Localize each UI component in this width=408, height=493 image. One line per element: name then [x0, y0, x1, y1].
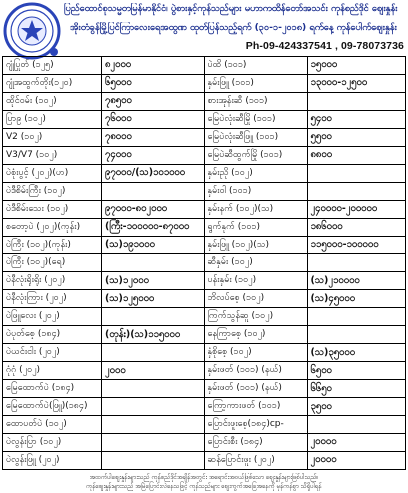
table-row	[205, 129, 406, 147]
right-column	[204, 57, 406, 469]
commodity-price	[308, 254, 406, 271]
commodity-price: (သ)၁၂၅၀၀၀	[105, 292, 155, 304]
commodity-price	[308, 93, 406, 110]
table-row	[205, 237, 406, 255]
commodity-name: ဂျုံပြုတ် (၁၂၅)	[3, 57, 102, 74]
table-row	[3, 183, 204, 201]
table-row	[3, 434, 204, 452]
table-row	[3, 165, 204, 183]
commodity-price: (သ)၃၅၀၀၀	[310, 346, 356, 358]
table-row	[205, 416, 406, 434]
table-row	[3, 308, 204, 326]
commodity-price	[102, 398, 204, 415]
commodity-price	[102, 344, 204, 361]
commodity-price: ၈၂၀၀၀	[105, 59, 132, 71]
commodity-name: စားအုန်းဆီ (၁၀၁)	[205, 93, 308, 110]
commodity-price: ၅၄၀၀	[310, 113, 332, 125]
commodity-name: ထောပတ်ပဲ (၁၀၂)	[3, 416, 102, 433]
commodity-price	[102, 308, 204, 325]
commodity-name: မြေပဲလုံးဆီမြို (၁၀၁)	[205, 111, 308, 128]
commodity-price: ၇၈၀၀၀	[105, 131, 132, 143]
table-row	[3, 111, 204, 129]
footer-line-2: ကုန်ဈေးနှုန်းများသည် အမြဲပြောင်းလဲနေသဖြင့် ကုန်သည်များ ဈေးကွက်အခြေအနေကို မှန်ကန်စွာ သိရှိပါရန်	[86, 483, 322, 490]
table-row	[205, 93, 406, 111]
footer-line-1: အထက်ပါဈေးနှုန်းများသည် ကုန်စည်ဒိုင်အချိန်အတွင်း အရောင်းအဝယ်ဖြစ်သော ဈေးနှုန်းများဖြစ်ပါသည်။	[89, 474, 319, 481]
commodity-name: ပဲဒီစိမ်းသေး (၁၀၂)	[3, 201, 102, 218]
commodity-price: (တုန်း)(သ)၁၁၅၀၀၀	[105, 328, 181, 340]
commodity-price: ၁၁၅၀၀၀-၁၀၀၀၀၀	[310, 239, 379, 250]
table-row	[3, 398, 204, 416]
commodity-name: မြေပဲဆီထွက်မြို (၁၀၁)	[205, 147, 308, 164]
commodity-name: V3/V7 (၁၀၂)	[3, 147, 102, 164]
table-row	[205, 362, 406, 380]
commodity-price	[102, 434, 204, 451]
commodity-name: ပြောင်းစီး (၁၈၄)	[205, 434, 308, 451]
table-row	[205, 344, 406, 362]
commodity-name: ရွက်နုက် (၁၀၁)	[205, 219, 308, 236]
footer-note	[4, 473, 404, 491]
table-row	[205, 290, 406, 308]
commodity-name: နှမ်းနက် (၁၀၂)(သ)	[205, 201, 308, 218]
table-row	[205, 219, 406, 237]
commodity-name: စတော့ပဲ (၂၀၂)(ကုန်း)	[3, 219, 102, 236]
commodity-name: ကြက်သွန်ဆူ (၁၀၂)	[205, 308, 308, 325]
commodity-name: ပဲလွန်းပြာ (၁၀၂)	[3, 434, 102, 451]
commodity-price: ၈၈၀၀	[310, 149, 333, 161]
commodity-name: နှမ်းညို (၁၀၂)	[205, 165, 308, 182]
commodity-name: ပဲယင်းငါး (၂၀၂)	[3, 344, 102, 361]
commodity-name: ဂျုံအထွက်တိုး(၁၂၀)	[3, 75, 102, 92]
commodity-name: ပဲပုတ်စေ့ (၁၈၄)	[3, 326, 102, 343]
commodity-price	[102, 380, 204, 397]
commodity-price	[308, 416, 406, 433]
table-row	[205, 254, 406, 272]
commodity-price: (ကြီး-၁၀၀၀၀၀-၈၇၀၀၀	[105, 221, 190, 233]
table-row	[3, 147, 204, 165]
commodity-name: ပြောင်းဖူးစေ့(၁၈၄)cp-	[205, 416, 308, 433]
commodity-price: ၂၀၀၀၀	[310, 436, 337, 448]
commodity-price: ၆၅၀၀၀	[105, 77, 132, 89]
commodity-name: ဆန်ပြောင်းဖူး (၂၀၂)	[205, 452, 308, 469]
table-row	[205, 165, 406, 183]
commodity-name: မြေထောက်ပဲ(ဖြူ)(၁၈၄)	[3, 398, 102, 415]
commodity-price: ၁၈၆၀၀၀	[310, 221, 343, 233]
commodity-price: (သ)၂၁၀၀၀၀	[310, 274, 360, 286]
table-row	[3, 416, 204, 434]
commodity-price: ၆၆၅၀	[310, 382, 332, 394]
commodity-name: ထိုင်ဝမ်း (၁၀၂)	[3, 93, 102, 110]
commodity-price	[308, 165, 406, 182]
commodity-price	[308, 183, 406, 200]
commodity-name: ဆီနှမ်း (၁၀၂)	[205, 254, 308, 271]
commodity-price: (သ)၁၂၀၀၀	[105, 274, 149, 286]
commodity-price	[308, 326, 406, 343]
commodity-price: ၉၇၀၀၀-၈၀၂၀၀၀	[105, 203, 168, 215]
table-row	[205, 111, 406, 129]
commodity-name: မြေပဲလုံးဆီဖြူ (၁၀၁)	[205, 129, 308, 146]
table-row	[205, 308, 406, 326]
table-row	[3, 219, 204, 237]
table-row	[205, 452, 406, 469]
commodity-price: ၇၆၀၀၀	[105, 113, 132, 125]
commodity-name: ပဲဒီစိမ်းကြီး (၁၀၂)	[3, 183, 102, 200]
commodity-price: ၅၅၀၀	[310, 131, 332, 143]
commodity-name: ပြာ၉ (၁၀၂)	[3, 111, 102, 128]
commodity-name: နှမ်းဖြူ (၁၀၂)(သ)	[205, 237, 308, 254]
commodity-price: (သ)၁၉၁၀၀၀	[105, 239, 155, 250]
commodity-name: နှံစိုစေ့ (၁၀၂)	[205, 344, 308, 361]
commodity-name: ဂုံဂုံ (၂၀၂)	[3, 362, 102, 379]
commodity-name: ပဲနီလုံးရိုးရိုး (၂၀၂)	[3, 272, 102, 289]
table-row	[205, 183, 406, 201]
commodity-name: နှမ်းဖတ် (၁၀၁) (နယ်)	[205, 362, 308, 379]
commodity-name: နေကြာစေ့ (၁၀၂)	[205, 326, 308, 343]
table-row	[3, 129, 204, 147]
commodity-name: ကြော့ကားဖတ် (၁၀၁)	[205, 398, 308, 415]
association-seal-logo	[2, 2, 64, 60]
commodity-price	[102, 416, 204, 433]
table-row	[3, 362, 204, 380]
table-row	[3, 237, 204, 255]
commodity-name: ပဲလွန်းဖြူ (၂၀၂)	[3, 452, 102, 469]
commodity-name: ပဲဖြူလေး (၂၀၂)	[3, 308, 102, 325]
table-row	[205, 272, 406, 290]
commodity-name: ပဲထိ (၁၀၁)	[205, 57, 308, 74]
table-row	[205, 326, 406, 344]
commodity-name: ပဲနီလုံးကြား (၂၀၂)	[3, 290, 102, 307]
commodity-price: ၂၄၀၀၀၀-၂၀၀၀၀၀	[310, 203, 378, 215]
commodity-price	[308, 308, 406, 325]
table-row	[3, 93, 204, 111]
table-row	[205, 398, 406, 416]
table-row	[3, 344, 204, 362]
header-title: ပြည်ထောင်စုသမ္မတမြန်မာနိုင်ငံ၊ ပွဲစားနှင့်ကုန်သည်များ မဟာကထိန်တော်အသင်း ကုန်စည်ဒိုင် ဈေးနှုန်း	[64, 3, 398, 14]
table-row	[3, 254, 204, 272]
commodity-price: ၂၀၀၀	[105, 364, 126, 376]
commodity-name: V2 (၁၀၂)	[3, 129, 102, 146]
commodity-price	[102, 452, 204, 469]
commodity-name: ဘိလပ်စေ့ (၁၀၂)	[205, 290, 308, 307]
table-row	[3, 380, 204, 398]
phone-numbers: Ph-09-424337541 , 09-78073736	[245, 40, 404, 52]
commodity-price	[102, 183, 204, 200]
table-row	[3, 326, 204, 344]
table-row	[205, 380, 406, 398]
commodity-name: နှမ်းဖတ် (၁၀၁) (နယ်)	[205, 380, 308, 397]
table-row	[205, 434, 406, 452]
commodity-price: ၇၈၅၀၀	[105, 95, 132, 107]
commodity-name: နှမ်းဝါ (၁၀၁)	[205, 183, 308, 200]
table-row	[205, 75, 406, 93]
commodity-price: ၉၇၀၀၀/(သ)၁၀၁၀၀၀	[105, 167, 186, 179]
commodity-price: ၇၄၀၀၀	[105, 149, 132, 161]
commodity-price: (သ)၄၅၀၀၀	[310, 292, 356, 304]
header-subtitle: အိုးတံခွန်မြို့ပြင်ကြာလေးရေအထွဏ ထုတ်ပြန်သည့်ရက် (၃၀-၁-၂၀၁၈) ရက်နေ့ ကုန်ပေါက်ဈေးနှုန်း	[70, 22, 397, 33]
left-column	[3, 57, 204, 469]
price-table	[2, 56, 406, 470]
table-row	[205, 147, 406, 165]
table-row	[3, 201, 204, 219]
commodity-name: ပန်းနှမ်း (၁၀၂)	[205, 272, 308, 289]
commodity-price: ၁၅၀၀၀	[310, 59, 338, 71]
table-row	[3, 57, 204, 75]
commodity-price: ၃၅၀၀	[310, 400, 332, 412]
commodity-name: ပဲစုံးပွင့် (၂၀၂)(ဟ)	[3, 165, 102, 182]
commodity-name: နှမ်းဖြူ (၁၀၁)	[205, 75, 308, 92]
table-row	[205, 57, 406, 75]
commodity-price	[102, 254, 204, 271]
table-row	[3, 75, 204, 93]
table-row	[3, 452, 204, 469]
commodity-name: မြေထောက်ပဲ (၁၈၄)	[3, 380, 102, 397]
table-row	[205, 201, 406, 219]
commodity-price: ၂၀၀၀၀	[310, 454, 337, 466]
commodity-name: ပဲကြီး (၁၀၂)(ကုန်း)	[3, 237, 102, 254]
commodity-name: ပဲကြီး (၁၀၂)(ရေ)	[3, 254, 102, 271]
table-row	[3, 272, 204, 290]
commodity-price: ၆၅၀၀	[310, 364, 332, 376]
commodity-price: ၁၃၀၀၀-၁၂၅၀၀	[310, 77, 368, 89]
table-row	[3, 290, 204, 308]
